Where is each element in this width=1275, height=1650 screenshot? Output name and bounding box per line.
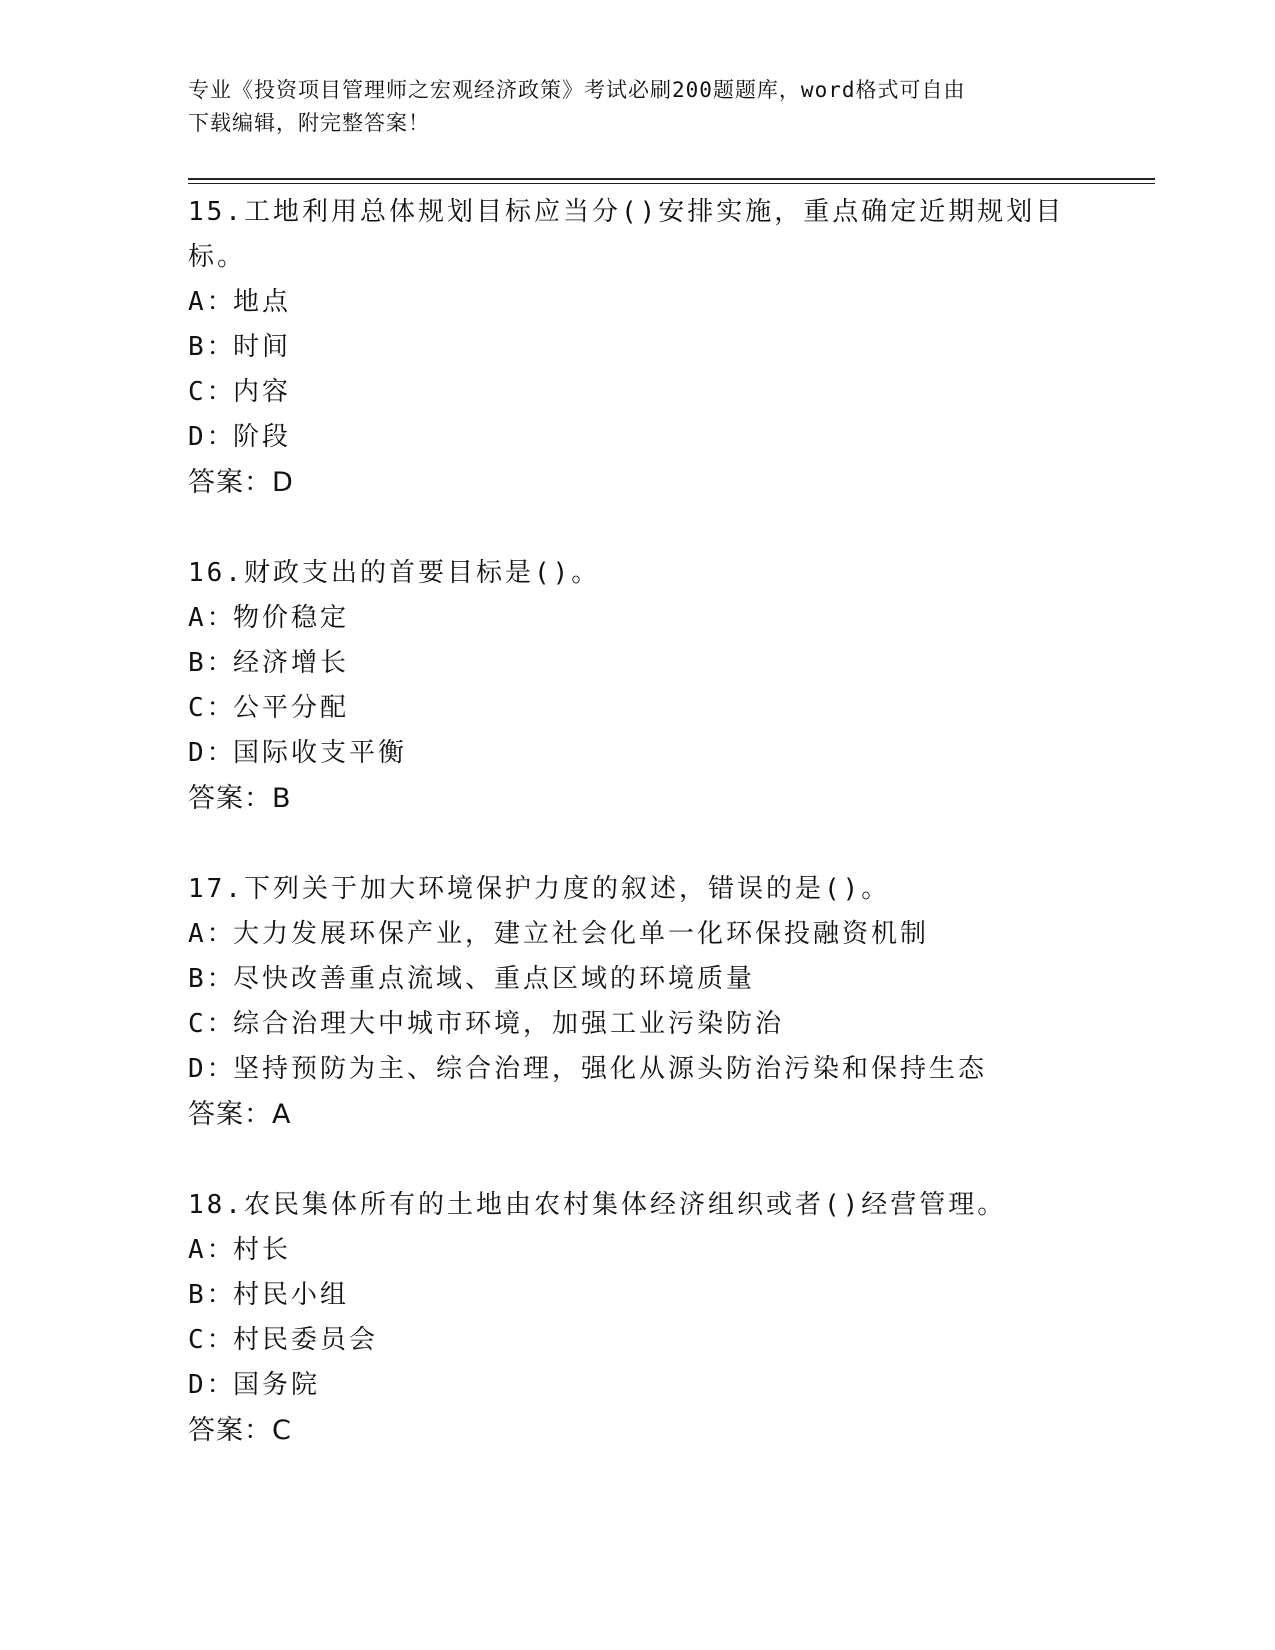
option-text: 村长 bbox=[233, 1235, 292, 1265]
option-a bbox=[188, 280, 1108, 325]
option-text: 尽快改善重点流域、重点区域的环境质量 bbox=[233, 964, 756, 994]
option-d bbox=[188, 1047, 1108, 1092]
option-c bbox=[188, 370, 1108, 415]
question-stem: 16.财政支出的首要目标是()。 bbox=[188, 558, 601, 588]
option-letter: A： bbox=[188, 919, 236, 949]
option-c bbox=[188, 1002, 1108, 1047]
question-stem: 17.下列关于加大环境保护力度的叙述，错误的是()。 bbox=[188, 874, 891, 904]
option-d bbox=[188, 1363, 1108, 1408]
option-text: 时间 bbox=[233, 332, 292, 362]
option-text: 内容 bbox=[233, 377, 292, 407]
option-a bbox=[188, 596, 1108, 641]
answer-line: 答案：D bbox=[188, 467, 294, 498]
option-letter: C： bbox=[188, 1325, 236, 1355]
option-a bbox=[188, 912, 1108, 957]
option-text: 综合治理大中城市环境，加强工业污染防治 bbox=[233, 1009, 785, 1039]
option-a bbox=[188, 1228, 1108, 1273]
option-letter: C： bbox=[188, 1009, 236, 1039]
option-text: 坚持预防为主、综合治理，强化从源头防治污染和保持生态 bbox=[233, 1054, 988, 1084]
header-line-2: 下载编辑，附完整答案！ bbox=[188, 111, 430, 135]
answer-line: 答案：C bbox=[188, 1415, 292, 1446]
option-d bbox=[188, 731, 1108, 776]
option-letter: A： bbox=[188, 287, 236, 317]
option-text: 公平分配 bbox=[233, 693, 350, 723]
option-letter: D： bbox=[188, 738, 236, 768]
option-text: 地点 bbox=[233, 287, 292, 317]
question-stem: 15.工地利用总体规划目标应当分()安排实施，重点确定近期规划目标。 bbox=[188, 197, 1065, 272]
option-text: 阶段 bbox=[233, 422, 292, 452]
option-letter: D： bbox=[188, 1370, 236, 1400]
option-text: 大力发展环保产业，建立社会化单一化环保投融资机制 bbox=[233, 919, 930, 949]
option-letter: B： bbox=[188, 648, 236, 678]
option-letter: D： bbox=[188, 1054, 236, 1084]
option-text: 村民委员会 bbox=[233, 1325, 379, 1355]
option-text: 国际收支平衡 bbox=[233, 738, 408, 768]
question-18 bbox=[188, 1183, 1108, 1453]
question-list bbox=[188, 190, 1108, 1499]
option-letter: C： bbox=[188, 693, 236, 723]
option-text: 村民小组 bbox=[233, 1280, 350, 1310]
header-line-1: 专业《投资项目管理师之宏观经济政策》考试必刷200题题库，word格式可自由 bbox=[188, 78, 966, 102]
option-c bbox=[188, 686, 1108, 731]
question-15 bbox=[188, 190, 1108, 505]
option-text: 国务院 bbox=[233, 1370, 321, 1400]
option-letter: B： bbox=[188, 1280, 236, 1310]
question-stem: 18.农民集体所有的土地由农村集体经济组织或者()经营管理。 bbox=[188, 1190, 1007, 1220]
option-text: 物价稳定 bbox=[233, 603, 350, 633]
header-divider-thin bbox=[188, 183, 1155, 184]
answer-line: 答案：B bbox=[188, 783, 292, 814]
option-b bbox=[188, 325, 1108, 370]
option-letter: A： bbox=[188, 1235, 236, 1265]
option-text: 经济增长 bbox=[233, 648, 350, 678]
option-b bbox=[188, 957, 1108, 1002]
answer-line: 答案：A bbox=[188, 1099, 292, 1130]
option-letter: A： bbox=[188, 603, 236, 633]
document-header bbox=[188, 74, 1088, 140]
option-letter: B： bbox=[188, 964, 236, 994]
header-divider bbox=[188, 178, 1155, 180]
option-letter: C： bbox=[188, 377, 236, 407]
option-letter: B： bbox=[188, 332, 236, 362]
question-17 bbox=[188, 867, 1108, 1137]
option-b bbox=[188, 1273, 1108, 1318]
option-b bbox=[188, 641, 1108, 686]
option-letter: D： bbox=[188, 422, 236, 452]
question-16 bbox=[188, 551, 1108, 821]
option-d bbox=[188, 415, 1108, 460]
option-c bbox=[188, 1318, 1108, 1363]
